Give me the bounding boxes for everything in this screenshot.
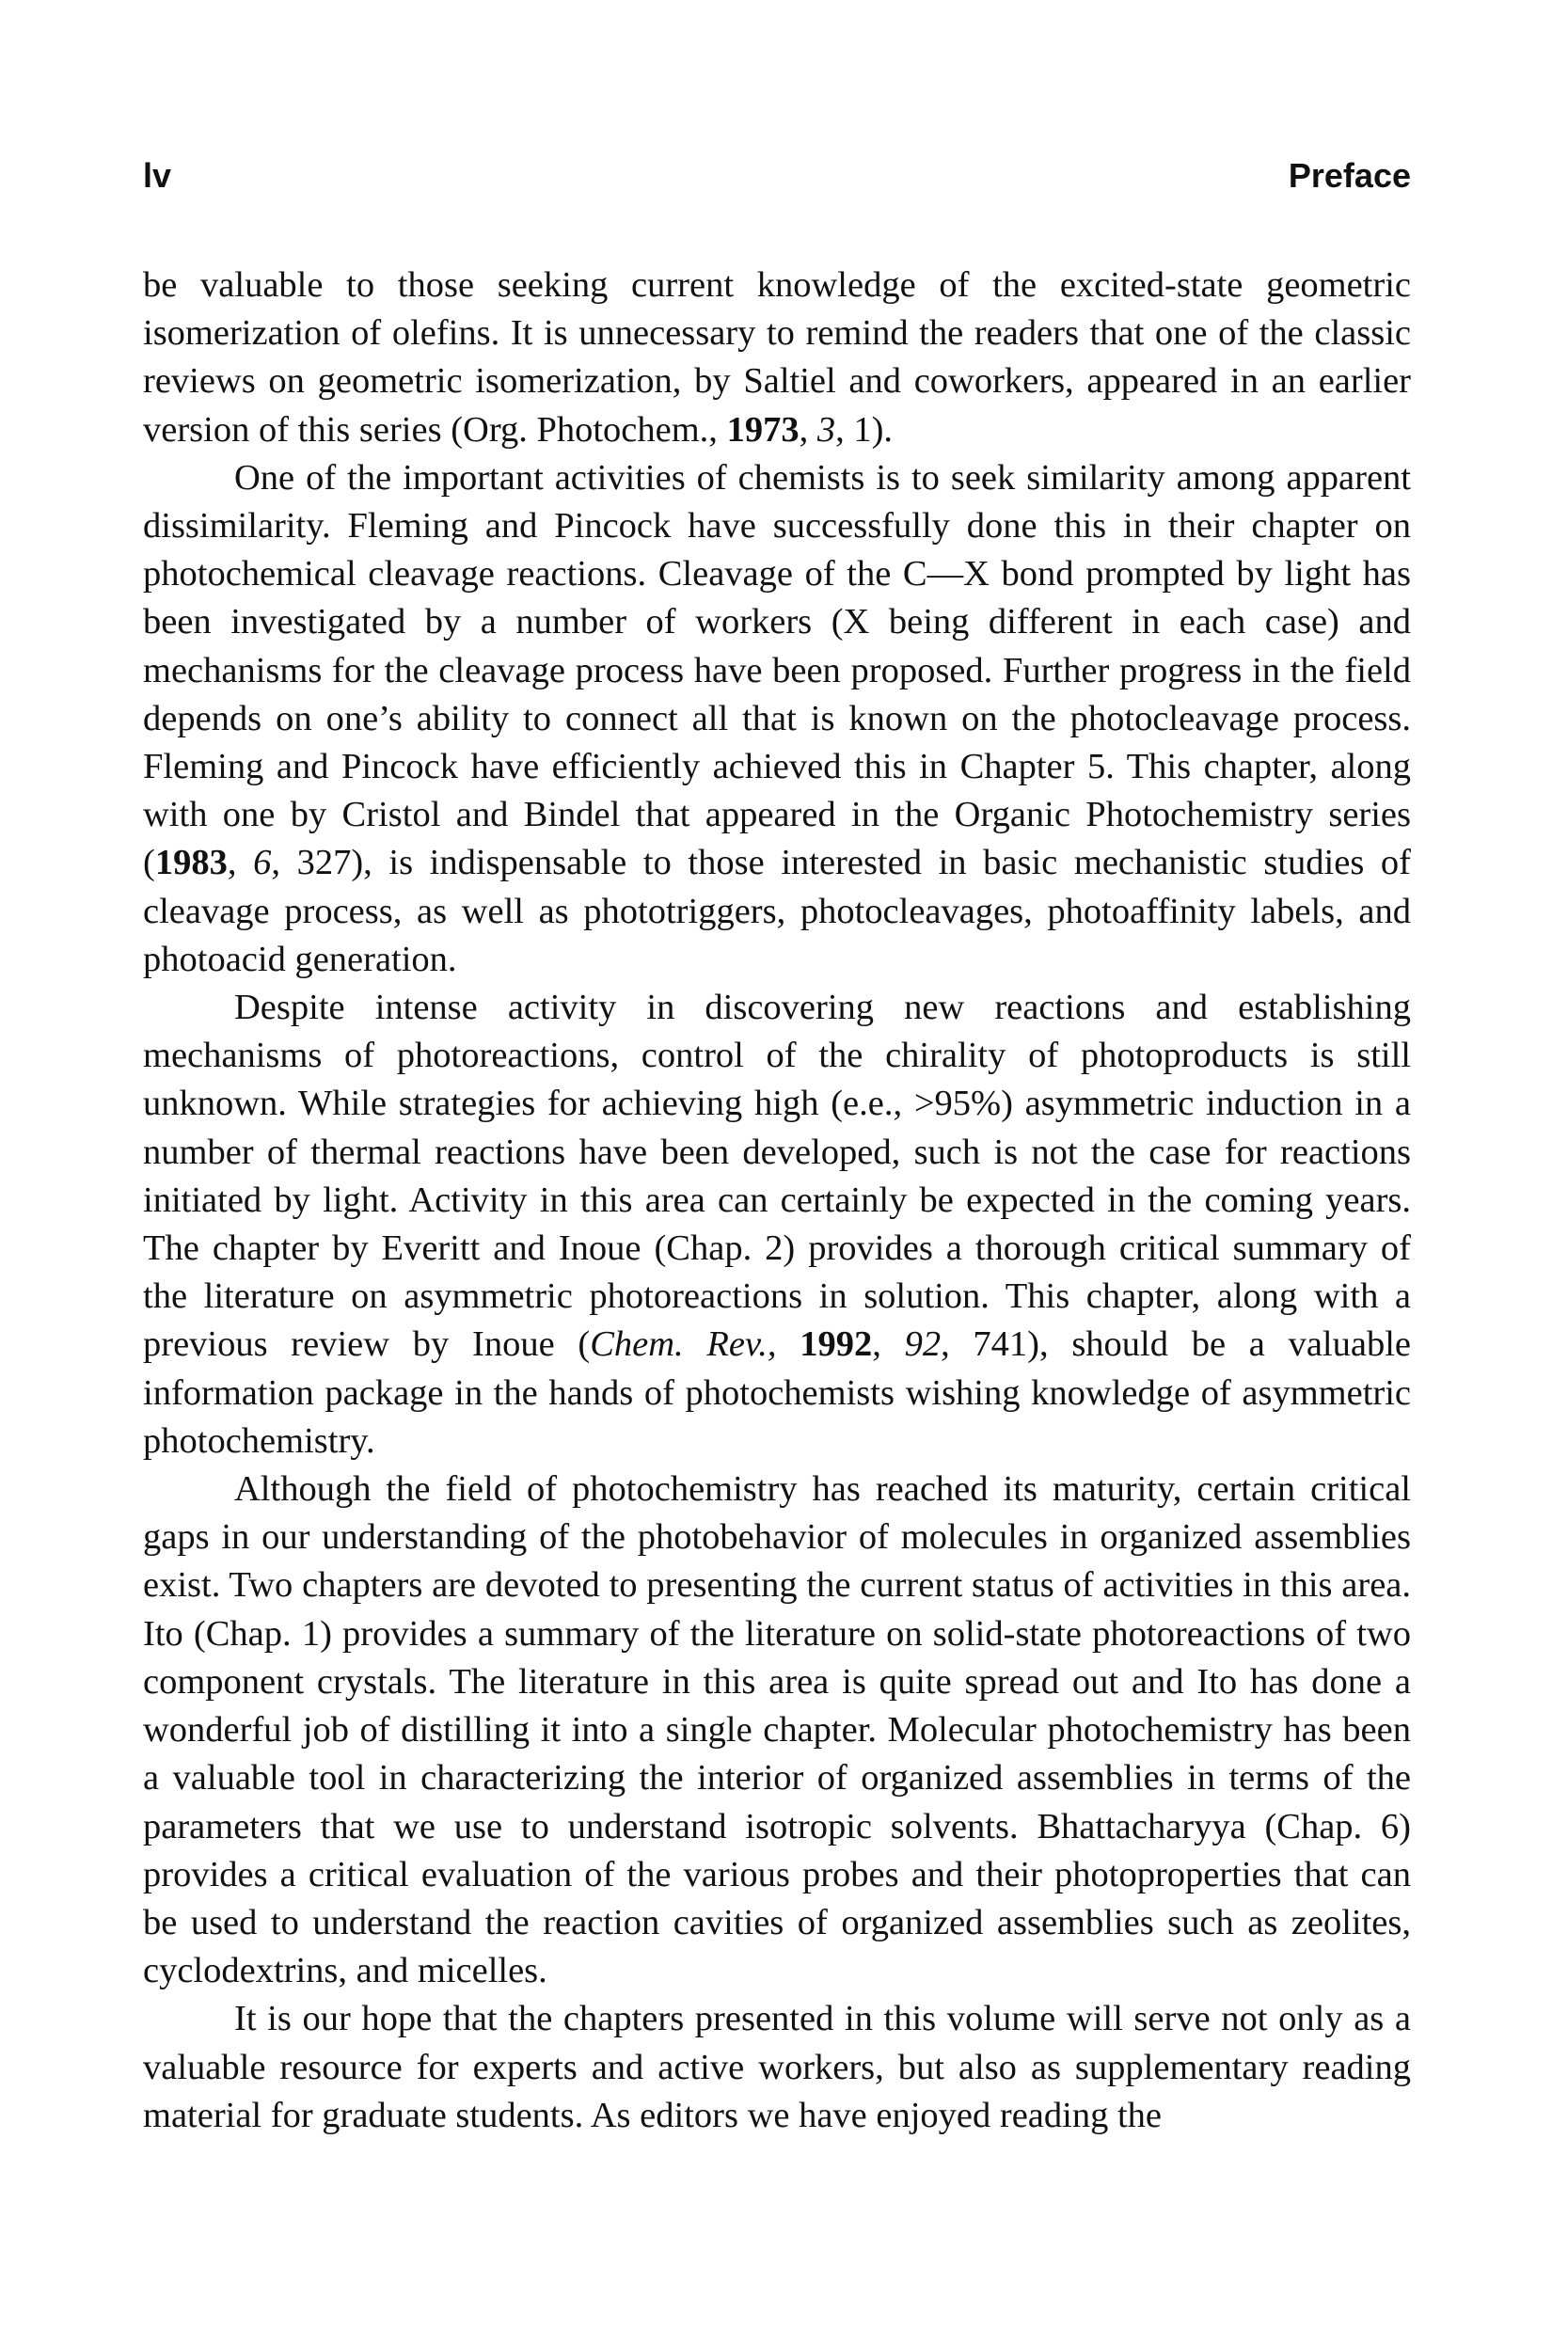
text-run: Although the field of photochemistry has reached its maturity, certain critical gaps in our understanding of the photobehavior of molecules in organized assemblies exist. Two chapters are devoted to presenting the current status of activities in this area. Ito (Chap. 1) provides a summary of the literature on solid-state photoreactions of two component crystals. The literature in this area is quite spread out and Ito has done a wonderful job of distilling it into a single chapter. Molecular photochemistry has been a valuable tool in characterizing the interior of organized assemblies in terms of the parameters that we use to understand isotropic solvents. Bhattacharyya (Chap. 6) provides a critical evaluation of the various probes and their photoproperties that can be used to understand the reaction cavities of organized assemblies such as zeolites, cyclodextrins, and micelles. bbox=[143, 1469, 1411, 1991]
paragraph bbox=[143, 984, 1411, 1466]
body-text bbox=[143, 261, 1411, 2140]
page-number: lv bbox=[143, 156, 172, 195]
paragraph bbox=[143, 261, 1411, 454]
running-head bbox=[143, 152, 1411, 199]
text-run: Despite intense activity in discovering new reactions and establishing mechanisms of photoreactions, control of the chirality of photoproducts is still unknown. While strategies for achieving high (e.e., >95%) asymmetric induction in a number of thermal reactions have been developed, such is not the case for reactions initiated by light. Activity in this area can certainly be expected in the coming years. The chapter by Everitt and Inoue (Chap. 2) provides a thorough critical summary of the literature on asymmetric photoreactions in solution. This chapter, along with a previous review by Inoue ( bbox=[143, 988, 1411, 1365]
text-run-italic: 6 bbox=[253, 843, 272, 883]
text-run: be valuable to those seeking current knowledge of the excited-state geometric isomerization of olefins. It is unnecessary to remind the readers that one of the classic reviews on geometric isomerization, by Saltiel and coworkers, appeared in an earlier version of this series (Org. Photochem., bbox=[143, 265, 1411, 450]
text-run: , 327), is indispensable to those interested in basic mechanistic studies of cleavage process, as well as phototriggers, photocleavages, photoaffinity labels, and photoacid generation. bbox=[143, 843, 1411, 979]
text-run-bold: 1973 bbox=[726, 409, 800, 450]
paragraph bbox=[143, 1995, 1411, 2140]
text-run: , bbox=[799, 409, 817, 450]
paragraph bbox=[143, 1466, 1411, 1995]
text-run-italic: 3 bbox=[816, 409, 836, 450]
text-run: , 741), should be a valuable information package in the hands of photochemists wishing knowledge of asymmetric photochemistry. bbox=[143, 1324, 1412, 1461]
text-run-italic: 92 bbox=[904, 1324, 942, 1365]
text-run bbox=[776, 1324, 800, 1364]
text-run-italic: Chem. Rev., bbox=[590, 1324, 777, 1365]
paragraph bbox=[143, 454, 1411, 984]
text-run: One of the important activities of chemists is to seek similarity among apparent dissimilarity. Fleming and Pincock have successfully done this in their chapter on photochemical cleavage reactions. Cleavage of the C—X bond prompted by light has been investigated by a number of workers (X being different in each case) and mechanisms for the cleavage process have been proposed. Further progress in the field depends on one’s ability to connect all that is known on the photocleavage process. Fleming and Pincock have efficiently achieved this in Chapter 5. This chapter, along with one by Cristol and Bindel that appeared in the Organic Photochemistry series ( bbox=[143, 457, 1411, 883]
section-title: Preface bbox=[1288, 156, 1411, 195]
text-run: It is our hope that the chapters presented in this volume will serve not only as a valuable resource for experts and active workers, but also as supplementary reading material for graduate students. As editors we have enjoyed reading the bbox=[143, 1999, 1411, 2135]
text-run: , bbox=[227, 843, 254, 883]
text-run: , bbox=[872, 1324, 905, 1365]
text-run-bold: 1983 bbox=[154, 843, 228, 883]
text-run: , 1). bbox=[835, 409, 894, 450]
text-run-bold: 1992 bbox=[800, 1324, 873, 1365]
